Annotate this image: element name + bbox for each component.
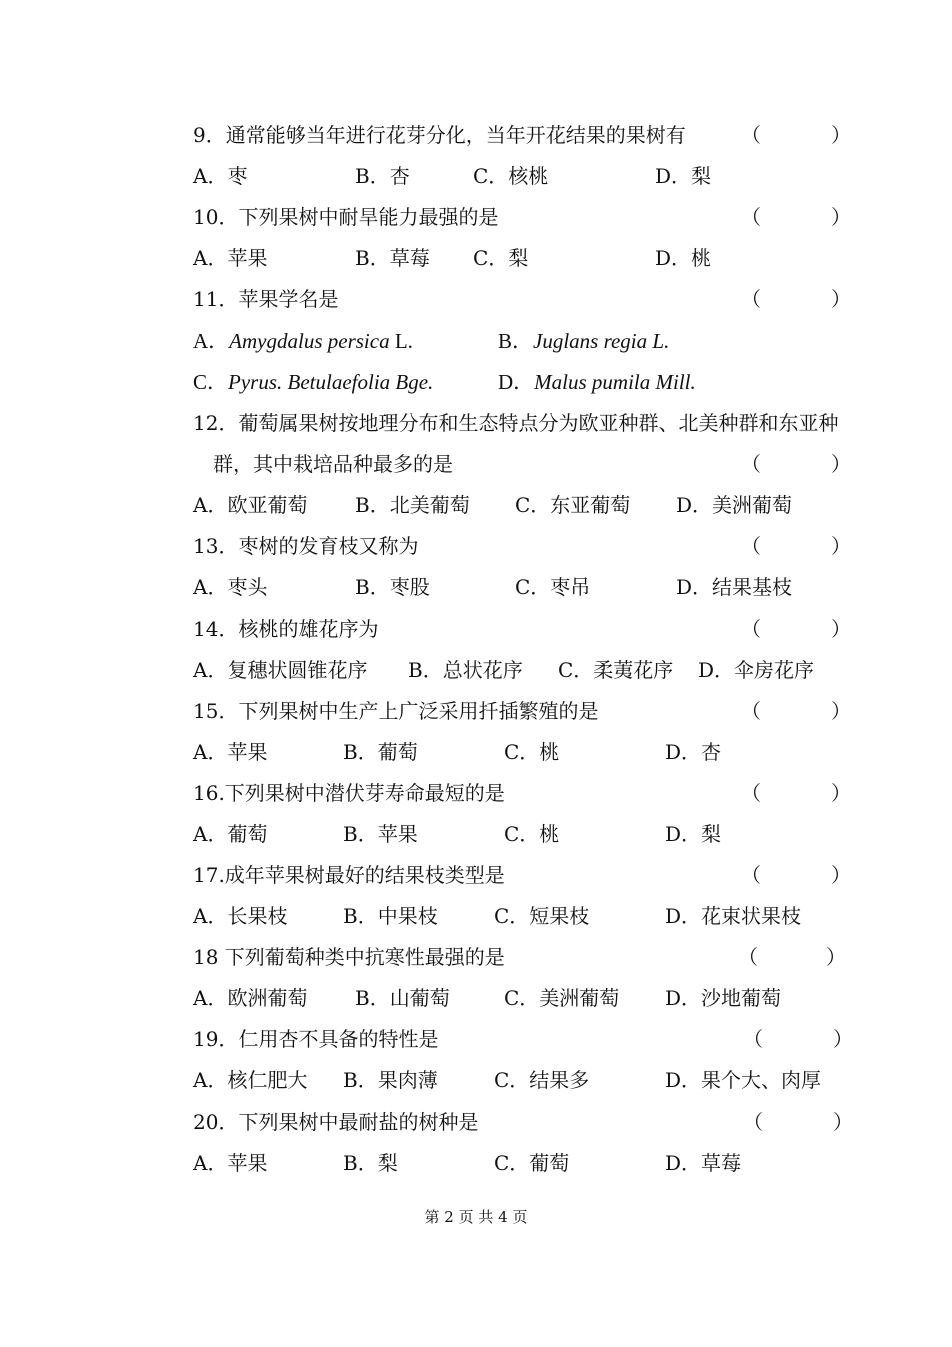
option: A．欧亚葡萄 — [193, 493, 308, 517]
question-text: 13．枣树的发育枝又称为 — [193, 534, 419, 558]
option: D．Malus pumila Mill. — [498, 370, 696, 394]
question-16: 16.下列果树中潜伏芽寿命最短的是 （ ） — [193, 775, 893, 811]
option: C．结果多 — [494, 1068, 590, 1092]
option: D．杏 — [665, 740, 722, 764]
option: A．苹果 — [193, 740, 268, 764]
question-18: 18 下列葡萄种类中抗寒性最强的是 （ ） — [193, 939, 893, 975]
option: D．梨 — [665, 822, 722, 846]
question-text: 14．核桃的雄花序为 — [193, 617, 379, 641]
option: C．东亚葡萄 — [515, 493, 631, 517]
question-text: 18 下列葡萄种类中抗寒性最强的是 — [193, 945, 505, 969]
question-19: 19．仁用杏不具备的特性是 （ ） — [193, 1021, 893, 1057]
options-16 — [193, 816, 893, 852]
option: D．梨 — [655, 164, 712, 188]
question-17: 17.成年苹果树最好的结果枝类型是 （ ） — [193, 857, 893, 893]
option: A．复穗状圆锥花序 — [193, 658, 368, 682]
options-15 — [193, 734, 893, 770]
question-text: 19．仁用杏不具备的特性是 — [193, 1027, 439, 1051]
question-11: 11．苹果学名是 （ ） — [193, 281, 893, 317]
option: D．桃 — [655, 246, 712, 270]
question-text: 17.成年苹果树最好的结果枝类型是 — [193, 863, 505, 887]
option: C．核桃 — [473, 164, 549, 188]
option: B．北美葡萄 — [355, 493, 470, 517]
option: B．中果枝 — [343, 904, 438, 928]
question-10: 10．下列果树中耐旱能力最强的是 （ ） — [193, 199, 893, 235]
options-13 — [193, 569, 893, 605]
question-text: 9．通常能够当年进行花芽分化，当年开花结果的果树有 — [193, 123, 686, 147]
option: D．美洲葡萄 — [676, 493, 793, 517]
question-text: 15．下列果树中生产上广泛采用扦插繁殖的是 — [193, 699, 599, 723]
option: C．梨 — [473, 246, 529, 270]
options-20 — [193, 1145, 893, 1181]
option: D．草莓 — [665, 1151, 742, 1175]
question-text: 11．苹果学名是 — [193, 287, 339, 311]
option: C．葡萄 — [494, 1151, 570, 1175]
options-18 — [193, 980, 893, 1016]
option: A．苹果 — [193, 246, 268, 270]
option: D．果个大、肉厚 — [665, 1068, 822, 1092]
option: C．桃 — [504, 822, 560, 846]
option: C．美洲葡萄 — [504, 986, 620, 1010]
options-12 — [193, 487, 893, 523]
question-9: 9．通常能够当年进行花芽分化，当年开花结果的果树有 （ ） — [193, 117, 893, 153]
page-footer: 第 2 页 共 4 页 — [424, 1208, 528, 1226]
option: A．葡萄 — [193, 822, 268, 846]
option: A．核仁肥大 — [193, 1068, 308, 1092]
question-text: 10．下列果树中耐旱能力最强的是 — [193, 205, 499, 229]
question-13: 13．枣树的发育枝又称为 （ ） — [193, 528, 893, 564]
question-12-cont: 群，其中栽培品种最多的是 （ ） — [193, 446, 893, 482]
options-9 — [193, 158, 893, 194]
question-15: 15．下列果树中生产上广泛采用扦插繁殖的是 （ ） — [193, 693, 893, 729]
question-text: 12．葡萄属果树按地理分布和生态特点分为欧亚种群、北美种群和东亚种 — [193, 411, 839, 435]
options-17 — [193, 898, 893, 934]
options-19 — [193, 1062, 893, 1098]
option: A．Amygdalus persica L. — [193, 329, 413, 353]
question-text: 16.下列果树中潜伏芽寿命最短的是 — [193, 781, 505, 805]
question-14: 14．核桃的雄花序为 （ ） — [193, 611, 893, 647]
option: C．Pyrus. Betulaefolia Bge. — [193, 370, 434, 394]
option: B．山葡萄 — [355, 986, 450, 1010]
option: D．伞房花序 — [698, 658, 815, 682]
option: C．枣吊 — [515, 575, 591, 599]
option: C．柔荑花序 — [558, 658, 674, 682]
option: C．短果枝 — [494, 904, 590, 928]
option: D．花束状果枝 — [665, 904, 802, 928]
options-10 — [193, 240, 893, 276]
option: A．欧洲葡萄 — [193, 986, 308, 1010]
options-11-row1 — [193, 323, 893, 359]
option: D．沙地葡萄 — [665, 986, 782, 1010]
question-text: 20．下列果树中最耐盐的树种是 — [193, 1110, 479, 1134]
option: B．梨 — [343, 1151, 398, 1175]
option: B．枣股 — [355, 575, 430, 599]
option: C．桃 — [504, 740, 560, 764]
question-text: 群，其中栽培品种最多的是 — [213, 452, 453, 476]
options-11-row2 — [193, 364, 893, 400]
option: B．草莓 — [355, 246, 430, 270]
option: B．葡萄 — [343, 740, 418, 764]
option: B．Juglans regia L. — [498, 329, 670, 353]
option: A．枣头 — [193, 575, 268, 599]
option: A．苹果 — [193, 1151, 268, 1175]
question-20: 20．下列果树中最耐盐的树种是 （ ） — [193, 1104, 893, 1140]
option: B．苹果 — [343, 822, 418, 846]
option: B．果肉薄 — [343, 1068, 438, 1092]
option: B．总状花序 — [408, 658, 523, 682]
option: B．杏 — [355, 164, 410, 188]
options-14 — [193, 652, 893, 688]
option: D．结果基枝 — [676, 575, 793, 599]
question-12 — [193, 405, 893, 441]
option: A．枣 — [193, 164, 248, 188]
option: A．长果枝 — [193, 904, 288, 928]
